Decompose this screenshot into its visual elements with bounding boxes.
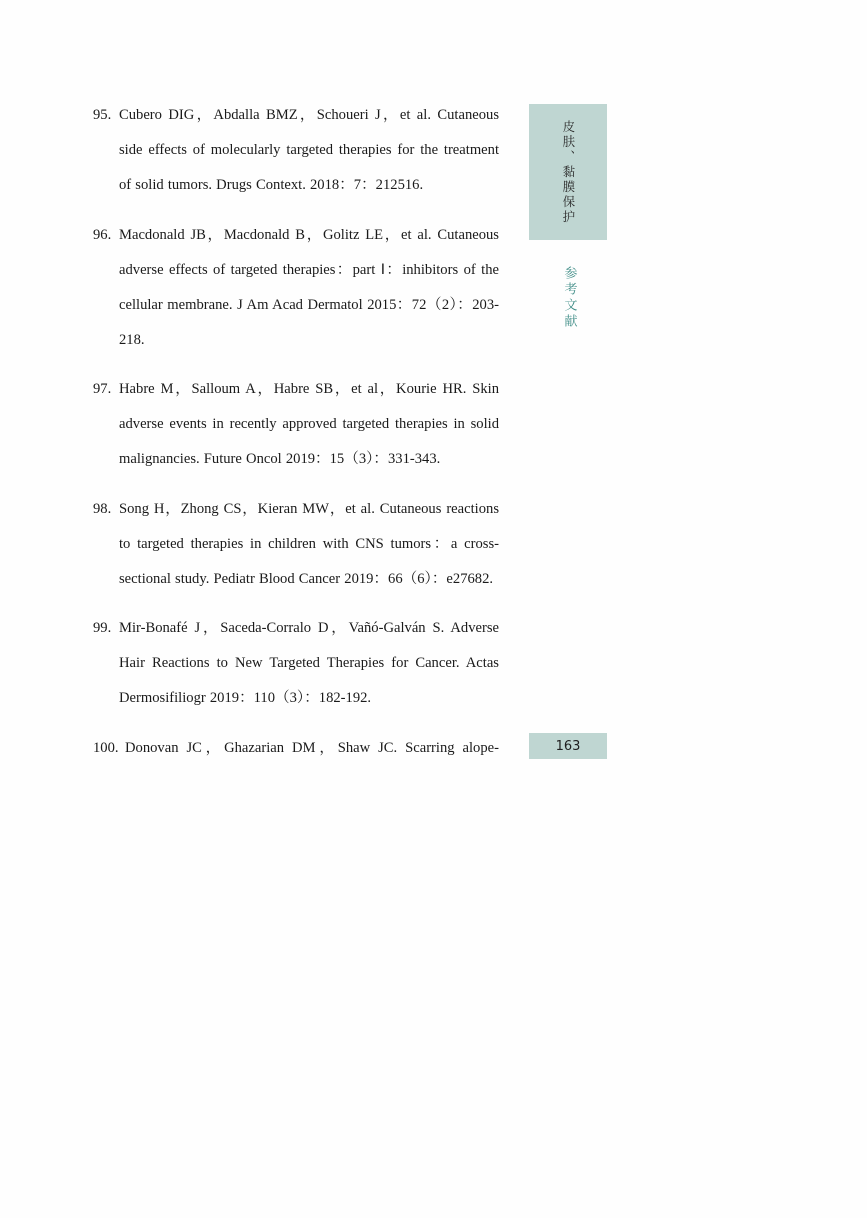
chapter-tab-label: 皮肤、黏膜保护 (560, 119, 576, 225)
list-item (93, 611, 499, 716)
reference-text: Donovan JC，Ghazarian DM，Shaw JC. Scarring alope- (125, 739, 499, 756)
reference-text: Habre M，Salloum A，Habre SB，et al，Kourie HR. Skin adverse events in recently approved targeted therapies in solid malignancies. Future Oncol 2019：15（3）：331-343. (119, 381, 499, 467)
reference-number: 98. (93, 500, 112, 517)
list-item (93, 372, 499, 477)
page-number: 163 (555, 738, 581, 754)
reference-text: Song H，Zhong CS，Kieran MW，et al. Cutaneous reactions to targeted therapies in children with CNS tumors：a cross-sectional study. Pediatr Blood Cancer 2019：66（6）：e27682. (119, 500, 499, 587)
list-item (93, 218, 499, 358)
list-item (93, 492, 499, 597)
reference-number: 96. (93, 226, 112, 243)
reference-text: Cubero DIG，Abdalla BMZ，Schoueri J，et al. Cutaneous side effects of molecularly targeted therapies for the treatment of solid tumors. Drugs Context. 2018：7：212516. (119, 107, 499, 193)
section-label-text: 参考文献 (561, 266, 577, 330)
section-label (529, 266, 607, 330)
reference-text: Mir-Bonafé J，Saceda-Corralo D，Vañó-Galván S. Adverse Hair Reactions to New Targeted Therapies for Cancer. Actas Dermosifiliogr 2019：110（3）：182-192. (119, 620, 499, 706)
reference-number: 99. (93, 620, 112, 636)
chapter-tab (529, 104, 607, 240)
list-item (93, 731, 499, 766)
reference-text: Macdonald JB，Macdonald B，Golitz LE，et al. Cutaneous adverse effects of targeted therapies：part Ⅰ：inhibitors of the cellular membrane. J Am Acad Dermatol 2015：72（2）：203-218. (119, 226, 499, 348)
reference-number: 97. (93, 381, 112, 397)
reference-list (93, 98, 499, 780)
list-item (93, 98, 499, 203)
page-number-box (529, 733, 607, 759)
reference-number: 95. (93, 107, 112, 123)
reference-number: 100. (93, 739, 119, 756)
side-tab-column (529, 104, 607, 330)
